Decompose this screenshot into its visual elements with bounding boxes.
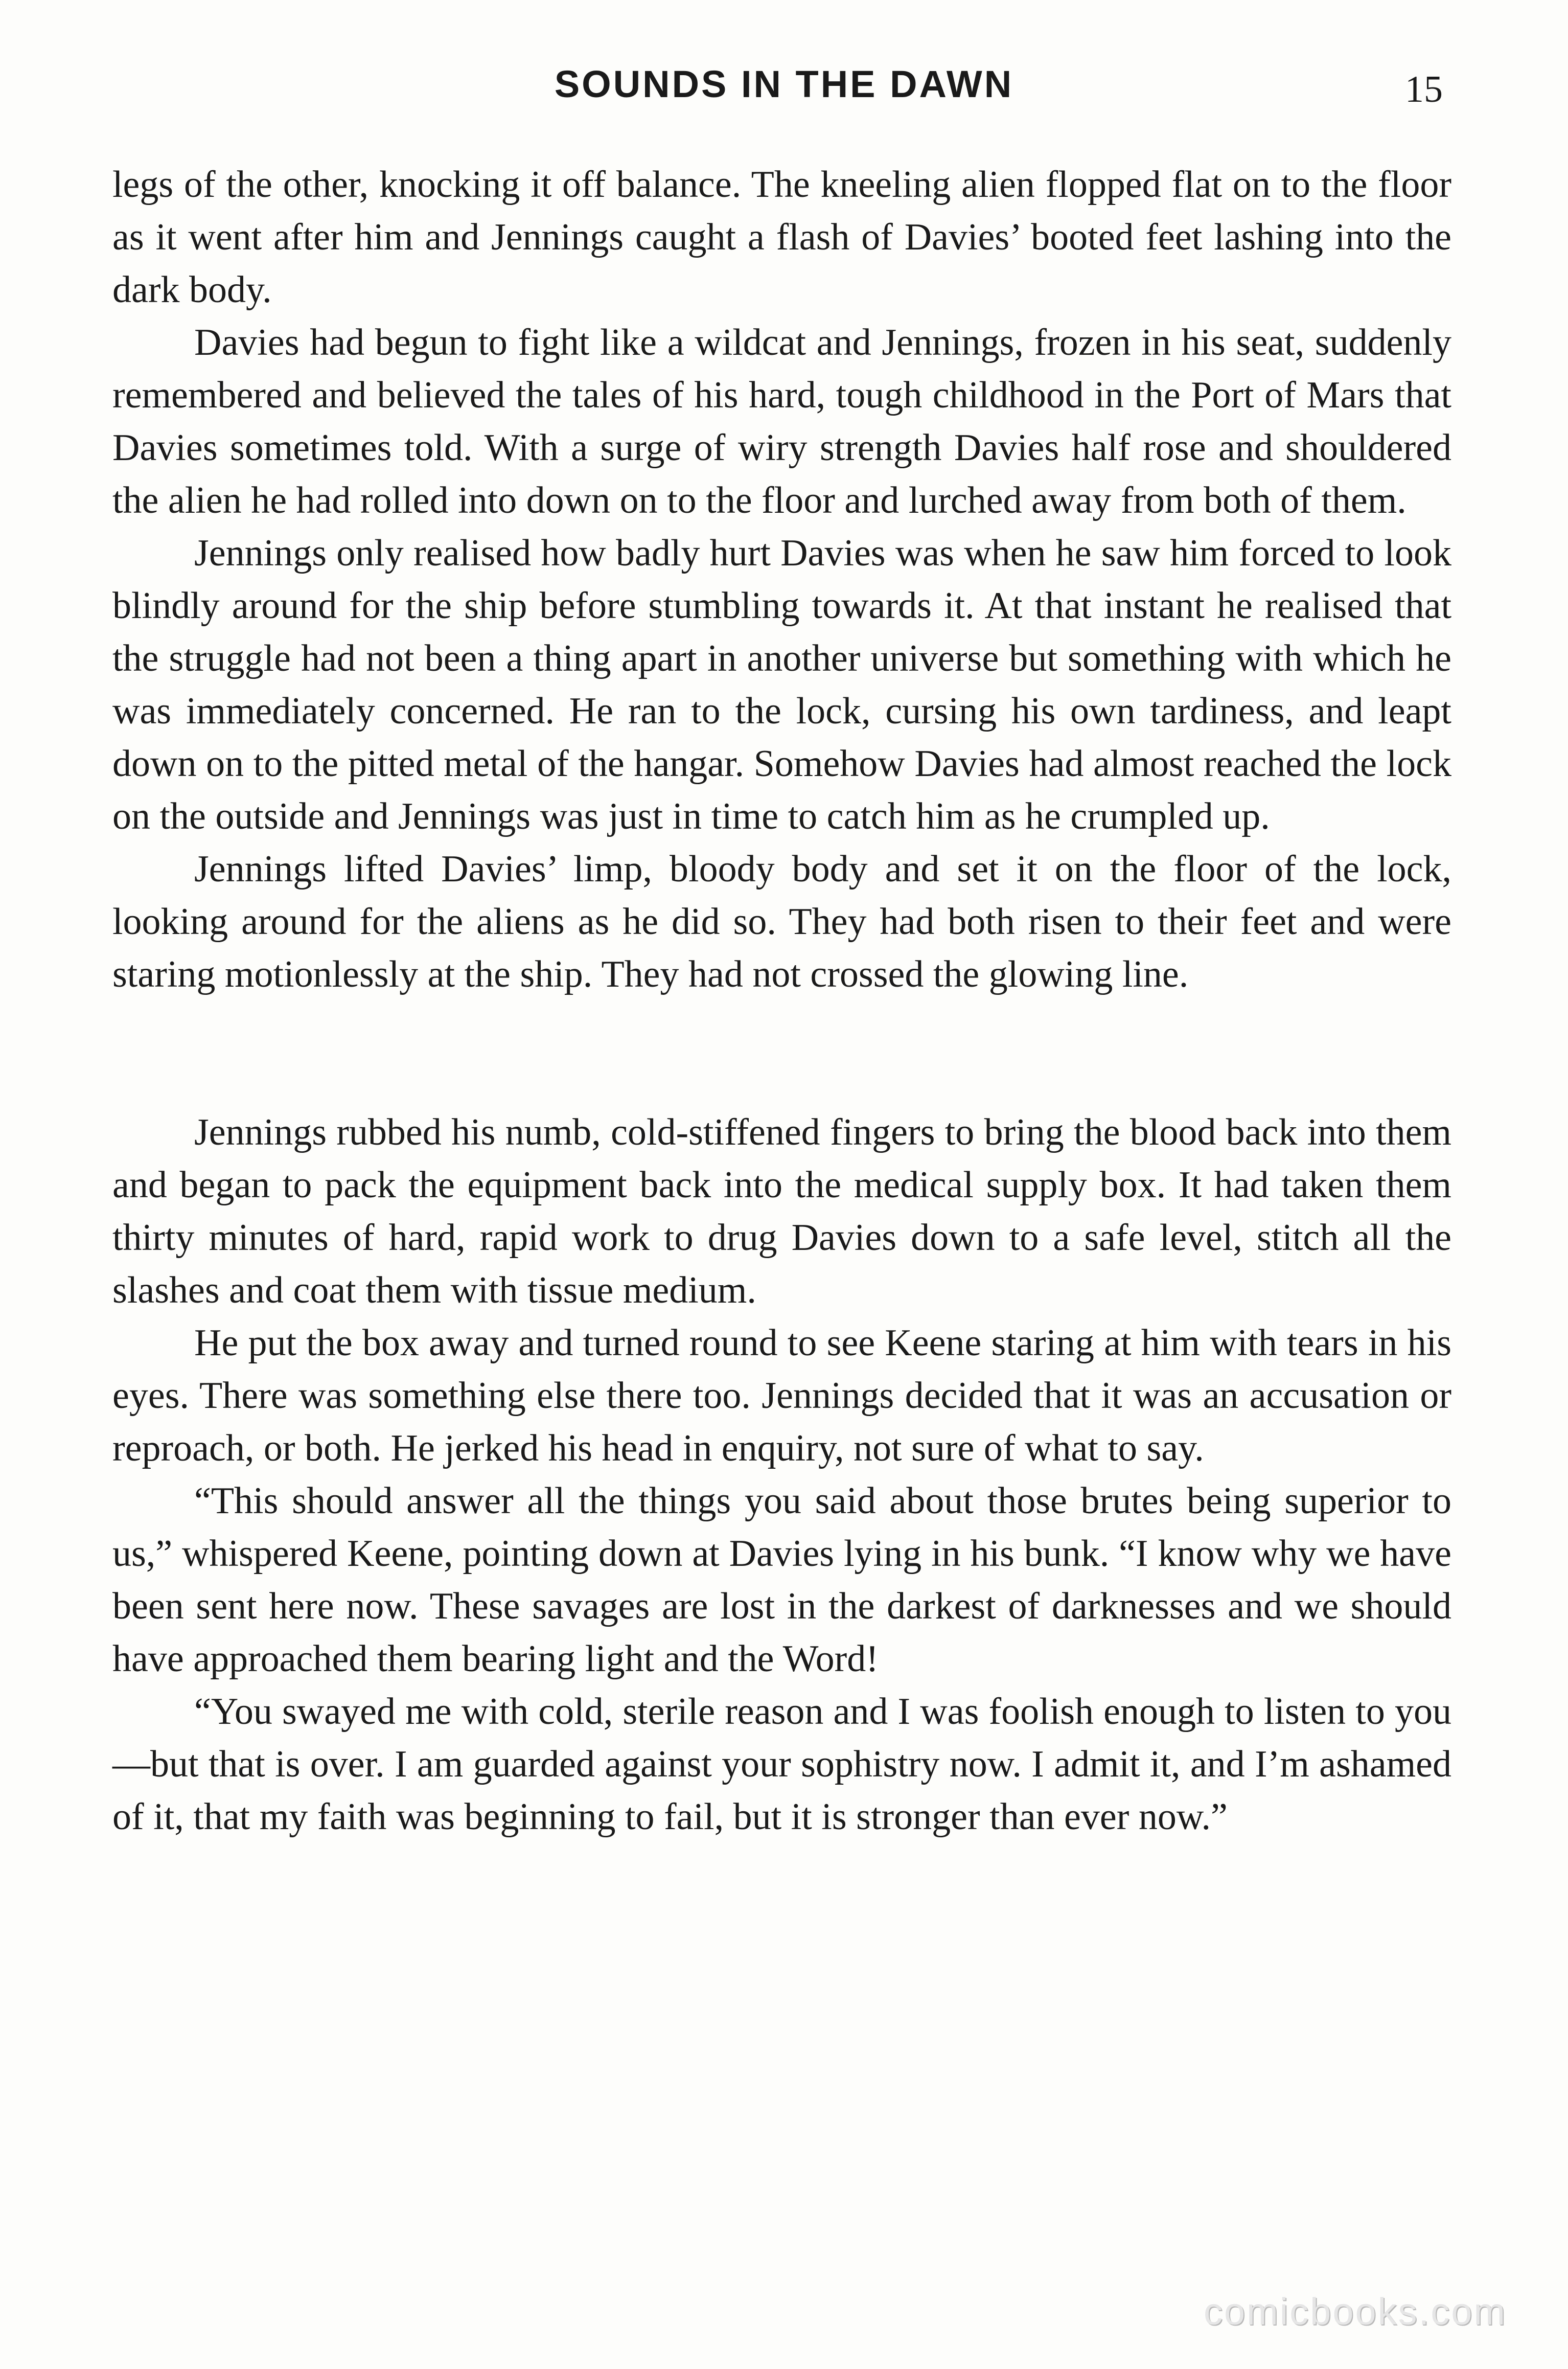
paragraph: He put the box away and turned round to see Keene staring at him with tears in his eyes. There was something else there too. Jennings decided that it was an accusation or reproach, or both. He jerked his head in enquiry, not sure of what to say. [112,1322,1451,1469]
paragraph: “This should answer all the things you said about those brutes being superior to us,” whispered Keene, pointing down at Davies lying in his bunk. “I know why we have been sent here now. These savages are lost in the darkest of darknesses and we should have approached them bearing light and the Word! [112,1480,1451,1680]
paragraph: legs of the other, knocking it off balance. The kneeling alien flopped flat on to the floor as it went after him and Jennings caught a flash of Davies’ booted feet lashing into the dark body. [112,164,1451,311]
paragraph: Jennings rubbed his numb, cold-stiffened fingers to bring the blood back into them and began to pack the equipment back into the medical supply box. It had taken them thirty minutes of hard, rapid work to drug Davies down to a safe level, stitch all the slashes and coat them with tissue medium. [112,1111,1451,1311]
paragraph: Jennings lifted Davies’ limp, bloody body and set it on the floor of the lock, looking around for the aliens as he did so. They had both risen to their feet and were staring motionlessly at the ship. They had not crossed the glowing line. [112,848,1451,995]
section-break [112,1001,1451,1106]
paragraph: “You swayed me with cold, sterile reason and I was foolish enough to listen to you—but that is over. I am guarded against your sophistry now. I admit it, and I’m ashamed of it, that my faith was beginning to fail, but it is stronger than ever now.” [112,1691,1451,1838]
watermark: comicbooks.com [1203,2290,1507,2333]
paragraph: Davies had begun to fight like a wildcat and Jennings, frozen in his seat, suddenly remembered and believed the tales of his hard, tough childhood in the Port of Mars that Davies sometimes told. With a surge of wiry strength Davies half rose and shouldered the alien he had rolled into down on to the floor and lurched away from both of them. [112,322,1451,521]
running-head [0,54,1568,115]
page-number: 15 [1405,69,1443,110]
chapter-title: SOUNDS IN THE DAWN [554,63,1014,105]
body-text [112,158,1451,1843]
paragraph: Jennings only realised how badly hurt Davies was when he saw him forced to look blindly around for the ship before stumbling towards it. At that instant he realised that the struggle had not been a thing apart in another universe but something with which he was immediately concerned. He ran to the lock, cursing his own tardiness, and leapt down on to the pitted metal of the hangar. Somehow Davies had almost reached the lock on the outside and Jennings was just in time to catch him as he crumpled up. [112,532,1451,837]
